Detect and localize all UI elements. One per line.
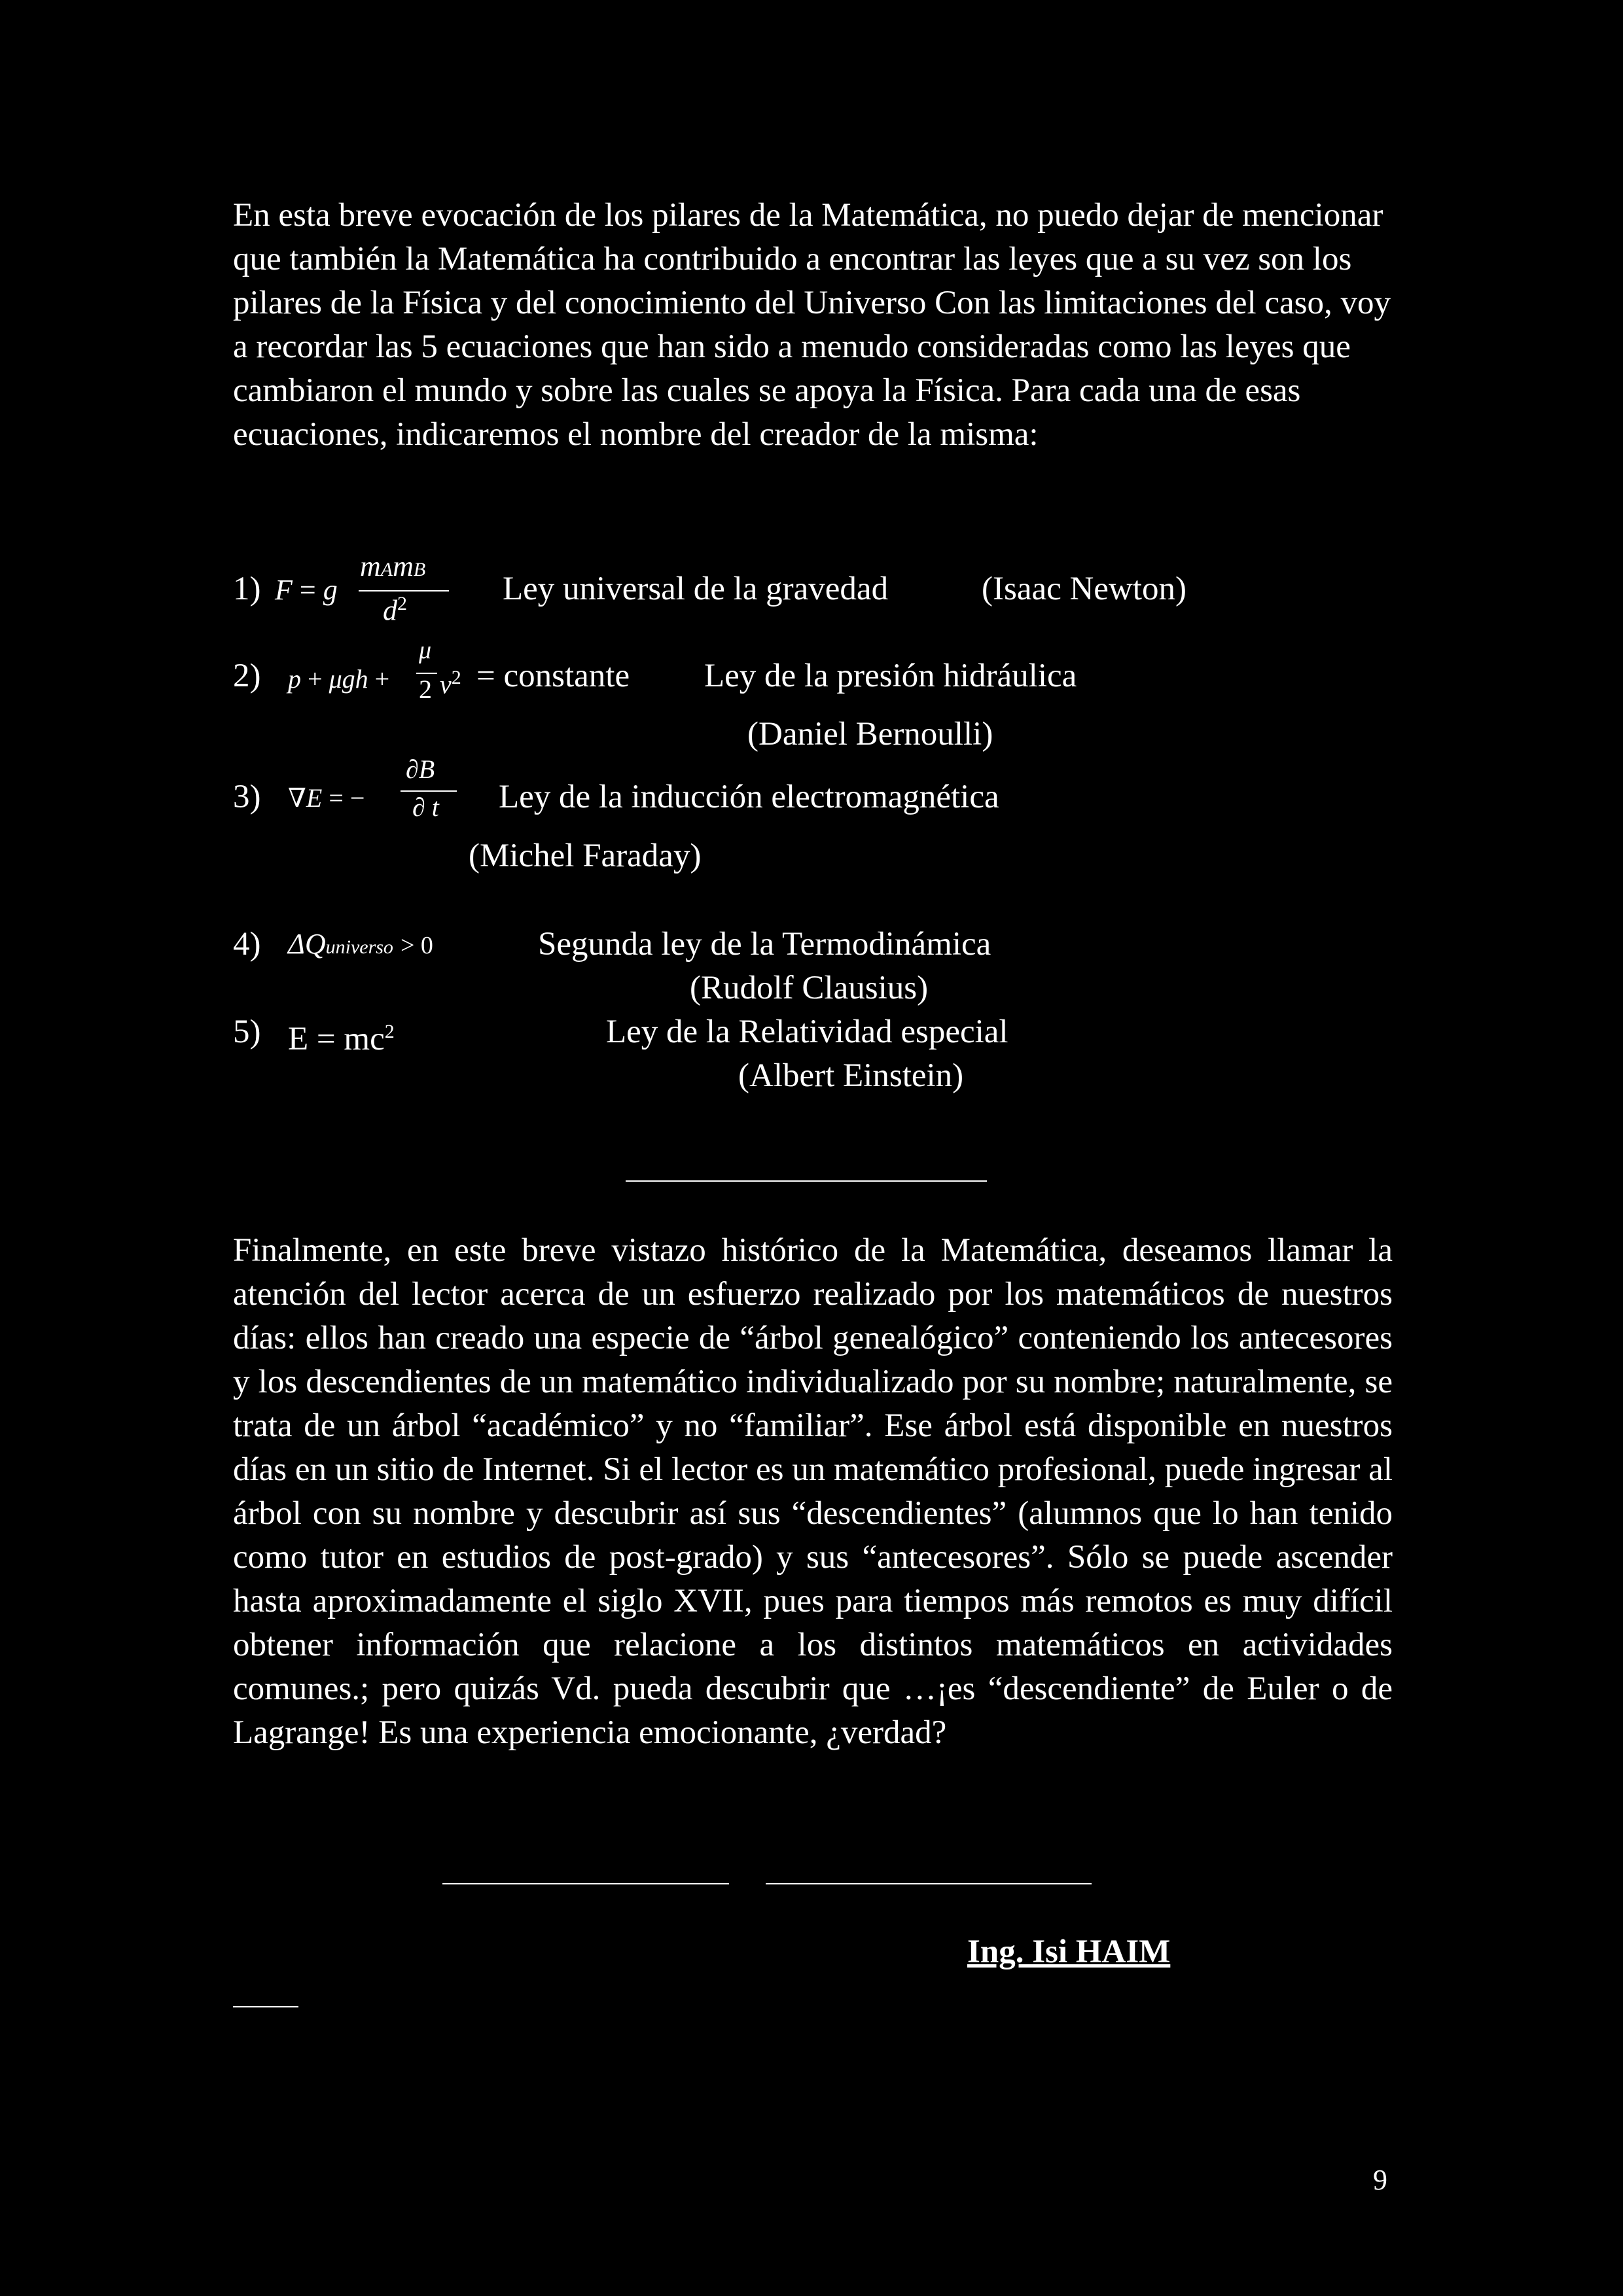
equation-2-number: 2) [233, 658, 261, 694]
equation-5-author: (Albert Einstein) [738, 1057, 964, 1094]
equation-4-number: 4) [233, 926, 261, 963]
equation-2-left: p + μgh + [288, 664, 390, 694]
signature: Ing. Isi HAIM [967, 1934, 1171, 1970]
bottom-rule-left [442, 1883, 729, 1884]
equation-2-fraction-numerator: μ [419, 637, 432, 664]
equation-3-author: (Michel Faraday) [469, 838, 702, 874]
bottom-rule-right [766, 1883, 1092, 1884]
equation-3-law: Ley de la inducción electromagnética [499, 779, 999, 815]
equation-2-author: (Daniel Bernoulli) [747, 716, 993, 752]
footnote-rule [233, 2006, 298, 2007]
equation-3-number: 3) [233, 779, 261, 815]
equation-5-formula: $E = mc^2$ [288, 1021, 395, 1057]
equation-1-law: Ley universal de la gravedad [503, 571, 889, 607]
equation-1-lhs: F = g [275, 574, 338, 606]
equation-2-rhs: = constante [476, 658, 630, 694]
equation-1-numerator: mAmB [360, 550, 426, 582]
equation-1-number: 1) [233, 571, 261, 607]
closing-paragraph: Finalmente, en este breve vistazo histórico de la Matemática, deseamos llamar la atención del lector acerca de un esfuerzo realizado por los matemáticos de nuestros días: ellos han creado una especie de “árbol genealógico” conteniendo los antecesores y los descendientes de un matemático individualizado por su nombre; naturalmente, se trata de un árbol “académico” y no “familiar”. Ese árbol está disponible en nuestros días en un sitio de Internet. Si el lector es un matemático profesional, puede ingresar al árbol con su nombre y descubrir así sus “descendientes” (alumnos que lo han tenido como tutor en estudios de post-grado) y sus “antecesores”. Sólo se puede ascender hasta aproximadamente el siglo XVII, pues para tiempos más remotos es muy difícil obtener información que relacione a los distintos matemáticos en actividades comunes.; pero quizás Vd. pueda descubrir que …¡es “descendiente” de Euler o de Lagrange! Es una experiencia emocionante, ¿verdad? [233, 1232, 1393, 1751]
separator-rule [626, 1180, 987, 1182]
equation-4-author: (Rudolf Clausius) [690, 970, 929, 1006]
equation-3-lhs: ∇E = − [288, 783, 365, 813]
equation-3-fraction-denominator: ∂ t [412, 792, 439, 822]
intro-paragraph: En esta breve evocación de los pilares de la Matemática, no puedo dejar de mencionar que también la Matemática ha contribuido a encontrar las leyes que a su vez son los pilares de la Física y del conocimiento del Universo Con las limitaciones del caso, voy a recordar las 5 ecuaciones que han sido a menudo consideradas como las leyes que cambiaron el mundo y sobre las cuales se apoya la Física. Para cada una de esas ecuaciones, indicaremos el nombre del creador de la misma: [233, 197, 1391, 453]
equation-3-fraction-numerator: ∂B [406, 754, 435, 784]
equation-5-number: 5) [233, 1014, 261, 1050]
equation-5-law: Ley de la Relatividad especial [606, 1014, 1008, 1050]
equation-1-author: (Isaac Newton) [982, 571, 1186, 607]
equation-4-law: Segunda ley de la Termodinámica [538, 926, 991, 963]
page-number: 9 [1373, 2164, 1387, 2196]
equation-2-fraction-denominator: 2 [419, 675, 432, 704]
equation-1-denominator: $d^2$ [383, 593, 407, 627]
equation-2-law: Ley de la presión hidráulica [704, 658, 1077, 694]
equation-1-fraction-line [359, 590, 449, 592]
equation-2-v: $v^2$ [440, 667, 461, 699]
equation-4-formula: ΔQuniverso > 0 [288, 928, 433, 960]
